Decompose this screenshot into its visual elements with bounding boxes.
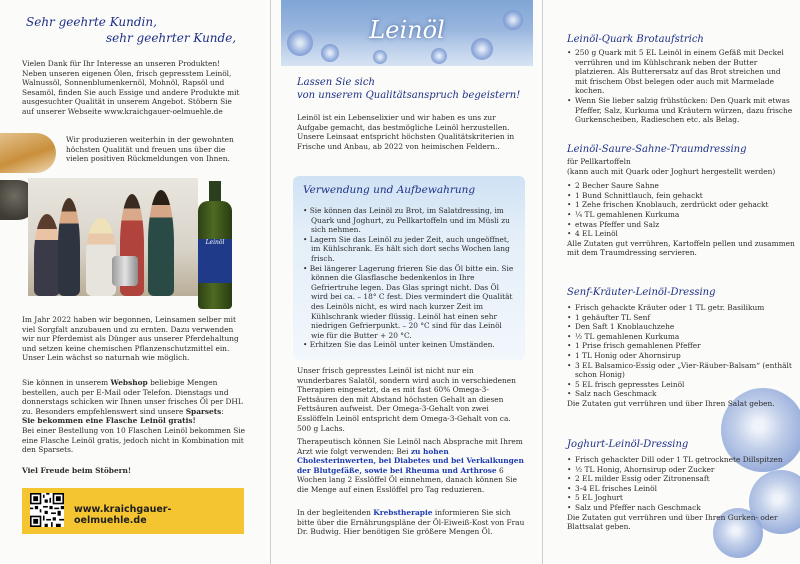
recipe-item: • Wenn Sie lieber salzig frühstücken: Den Quark mit etwas Pfeffer, Salz, Kurkuma und Kräutern würzen, dazu frische Gurkenscheiben, Radieschen etc. als Belag. xyxy=(567,96,795,125)
flax-flower xyxy=(321,44,339,62)
usage-item-text: Sie können das Leinöl zu Brot, im Salatdressing, im Quark und Joghurt, zu Pellkartoffeln und im Müsli zu sich nehmen. xyxy=(309,206,510,235)
oil-canister xyxy=(112,256,138,286)
quality-headline xyxy=(297,76,527,102)
usage-item: • Lagern Sie das Leinöl zu jeder Zeit, auch ungeöffnet, im Kühlschrank. Es hält sich dort sechs Wochen lang frisch. xyxy=(303,234,510,263)
ingredient-item: • 5 EL Joghurt xyxy=(567,493,795,503)
ingredient-item: • 5 EL frisch gepresstes Leinöl xyxy=(567,380,795,390)
greeting-heading xyxy=(26,14,236,46)
quality-headline-line-2: von unserem Qualitätsanspruch begeistern! xyxy=(297,90,521,101)
therapy-text-1: Therapeutisch können Sie Leinöl nach Absprache mit Ihrem Arzt wie folgt verwenden: Bei xyxy=(297,437,523,456)
usage-item-text: Erhitzen Sie das Leinöl unter keinen Umständen. xyxy=(309,340,495,350)
ingredient-item: • Salz nach Geschmack xyxy=(567,389,795,399)
usage-title: Verwendung und Aufbewahrung xyxy=(303,184,476,196)
greeting-line-1: Sehr geehrte Kundin, xyxy=(26,15,157,29)
hero-title: Leinöl xyxy=(369,16,445,44)
ingredient-item: • Salz und Pfeffer nach Geschmack xyxy=(567,503,795,513)
ingredient-item: • 1 Zehe frischen Knoblauch, zerdrückt oder gehackt xyxy=(567,200,795,210)
usage-list xyxy=(301,206,517,350)
omega3-paragraph: Unser frisch gepresstes Leinöl ist nicht nur ein wunderbares Salatöl, sondern wird auch in verschiedenen Therapien eingesetzt, da es mit fast 60% Omega-3-Fettsäuren den mit Abstand höchsten Gehalt an diesen Fettsäuren aufweist. Der Omega-3-Gehalt von zwei Esslöffeln Leinöl entspricht dem Omega-3-Gehalt von ca. 500 g Lachs. xyxy=(297,366,516,433)
mustard-dressing-recipe xyxy=(567,303,795,409)
therapy-text-2: 6 Wochen lang 2 Esslöffel Öl einnehmen, danach können Sie die Menge auf einen Esslöffel pro Tag reduzieren. xyxy=(297,465,518,494)
flax-flower xyxy=(431,48,447,64)
linseed-oil-bottle xyxy=(196,181,234,311)
mustard-dressing-title: Senf-Kräuter-Leinöl-Dressing xyxy=(567,287,716,298)
linseed-intro-paragraph: Leinöl ist ein Lebenselixier und wir haben es uns zur Aufgabe gemacht, das bestmögliche Leinöl herzustellen. Unsere Leinsaat entspricht höchsten Qualitätskriterien in Frische und Anbau, ab 2022 von heimischen Feldern.. xyxy=(297,113,515,151)
ingredient-item: • 4 EL Leinöl xyxy=(567,229,795,239)
ingredient-item: • 1 Prise frisch gemahlenen Pfeffer xyxy=(567,341,795,351)
krebs-highlight: Krebstherapie xyxy=(373,508,433,517)
therapy-highlight: zu hohen Cholesterinwerten, bei Diabetes und bei Verkalkungen der Blutgefäße, sowie bei Rheuma und Arthrose xyxy=(297,446,524,475)
dream-dressing-instructions: Alle Zutaten gut verrühren, Kartoffeln pellen und zusammen mit dem Traumdressing servieren. xyxy=(567,238,795,258)
usage-item: • Bei längerer Lagerung frieren Sie das Öl bitte ein. Sie können die Glasflasche bedenkenlos in Ihre Gefriertruhe legen. Das Glas springt nicht. Das Öl wird bei ca. – 18° C fest. Dies vermindert die Qualität des Leinöls nicht, es wird nach kurzer Zeit im Kühlschrank wieder flüssig. Leinöl hat einen sehr niedrigen Gefrierpunkt. – 20 °C sind für das Leinöl wie für die Butter + 20 °C. xyxy=(303,263,514,340)
production-paragraph: Wir produzieren weiterhin in der gewohnten höchsten Qualität und freuen uns über die vielen positiven Rückmeldungen von Ihnen. xyxy=(66,135,234,164)
usage-item: • Erhitzen Sie das Leinöl unter keinen Umständen. xyxy=(303,340,495,350)
free-bottle-offer: Sie bekommen eine Flasche Leinöl gratis! xyxy=(22,416,196,426)
qr-code-graphic xyxy=(30,493,64,527)
team-member xyxy=(34,214,60,296)
krebs-text-2: informieren Sie sich bitte über die Ernährungspläne der Öl-Eiweiß-Kost von Frau Dr. Budwig. Hier benötigen Sie größere Mengen Öl. xyxy=(297,508,525,537)
ingredient-item: • etwas Pfeffer und Salz xyxy=(567,220,795,230)
history-paragraph: Im Jahr 2022 haben wir begonnen, Leinsamen selber mit viel Sorgfalt anzubauen und zu ernten. Dazu verwenden wir nur Pferdemist als Dünger aus unserer Pferdehaltung und setzen keine chemischen Pflanzenschutzmittel ein. Unser Lein wächst so naturnah wie möglich. xyxy=(22,315,239,363)
usage-item: • Sie können das Leinöl zu Brot, im Salatdressing, im Quark und Joghurt, zu Pellkartoffeln und im Müsli zu sich nehmen. xyxy=(303,206,510,235)
usage-item-text: Lagern Sie das Leinöl zu jeder Zeit, auch ungeöffnet, im Kühlschrank. Es hält sich dort sechs Wochen lang frisch. xyxy=(309,234,510,263)
shop-text-2: beliebige Mengen bestellen, auch per E-Mail oder Telefon. Dienstags und donnerstags schicken wir Ihnen unser frisches Öl per DHL zu. Besonders empfehlenswert sind unsere xyxy=(22,378,243,416)
ingredient-item: • 1 Bund Schnittlauch, fein gehackt xyxy=(567,191,795,201)
bottle-label-text: Leinöl xyxy=(205,239,225,246)
quality-headline-line-1: Lassen Sie sich xyxy=(297,77,375,88)
bottle-label xyxy=(198,239,232,283)
greeting-line-2: sehr geehrter Kunde, xyxy=(106,31,237,45)
yogurt-dressing-instructions: Die Zutaten gut verrühren und über Ihren Gurken- oder Blattsalat geben. xyxy=(567,512,778,532)
shop-text-1: Sie können in unserem xyxy=(22,378,111,387)
team-photo xyxy=(28,178,198,296)
panel-recipes xyxy=(542,0,800,564)
ingredient-item: • 3-4 EL frisches Leinöl xyxy=(567,484,795,494)
ingredient-item: • Den Saft 1 Knoblauchzehe xyxy=(567,322,795,332)
shop-text-3: : xyxy=(221,406,224,416)
dream-dressing-subtitle: für Pellkartoffeln xyxy=(567,157,631,166)
intro-paragraph: Vielen Dank für Ihr Interesse an unseren Produkten! Neben unseren eigenen Ölen, frisch gepresstem Leinöl, Walnussöl, Sonnenblumenkernöl, Mohnöl, Rapsöl und Sesamöl, finden Sie auch Essige und andere Produkte mit ausgesuchter Qualität in unserem Angebot. Stöbern Sie auf unserer Webseite www.kraichgauer-oelmuehle.de xyxy=(22,59,240,116)
thanks-line: Viel Freude beim Stöbern! xyxy=(22,466,132,475)
team-member xyxy=(86,218,116,296)
dream-dressing-recipe xyxy=(567,157,795,258)
panel-linseed-oil xyxy=(270,0,543,564)
dream-dressing-note: (kann auch mit Quark oder Joghurt hergestellt werden) xyxy=(567,166,776,176)
quark-recipe xyxy=(567,48,795,125)
flax-flower xyxy=(373,50,387,64)
ingredient-item: • Frisch gehackte Kräuter oder 1 TL getr. Basilikum xyxy=(567,303,795,313)
quark-recipe-title: Leinöl-Quark Brotaufstrich xyxy=(567,34,704,45)
ingredient-item: • 1 gehäufter TL Senf xyxy=(567,313,795,323)
ingredient-item: • ¼ TL gemahlenen Kurkuma xyxy=(567,210,795,220)
team-member xyxy=(148,190,174,296)
webshop-link[interactable]: Webshop xyxy=(110,378,148,387)
usage-item-text: Bei längerer Lagerung frieren Sie das Öl bitte ein. Sie können die Glasflasche bedenkenlos in Ihre Gefriertruhe legen. Das Glas springt nicht. Das Öl wird bei ca. – 18° C fest. Dies vermindert die Qualität des Leinöls nicht, es wird nach kurzer Zeit im Kühlschrank wieder flüssig. Leinöl hat einen sehr niedrigen Gefrierpunkt. – 20 °C sind für das Leinöl wie für die Butter + 20 °C. xyxy=(309,263,514,340)
ingredient-item: • 2 Becher Saure Sahne xyxy=(567,181,795,191)
ingredient-item: • 2 EL milder Essig oder Zitronensaft xyxy=(567,474,795,484)
flax-field-banner xyxy=(281,0,533,66)
shop-text-4: Bei einer Bestellung von 10 Flaschen Leinöl bekommen Sie eine Flasche Leinöl gratis, jedoch nicht in Kombination mit den Sparsets. xyxy=(22,425,246,455)
oil-pouring-image xyxy=(0,133,56,173)
usage-box xyxy=(293,176,525,360)
cancer-therapy-paragraph xyxy=(297,508,525,537)
krebs-text-1: In der begleitenden xyxy=(297,508,374,517)
mustard-dressing-instructions: Die Zutaten gut verrühren und über Ihren Salat geben. xyxy=(567,398,775,408)
ingredient-item: • Frisch gehackter Dill oder 1 TL getrocknete Dillspitzen xyxy=(567,455,795,465)
ingredient-item: • 1 TL Honig oder Ahornsirup xyxy=(567,351,795,361)
ingredient-item: • ½ TL Honig, Ahornsirup oder Zucker xyxy=(567,465,795,475)
recipe-item: • 250 g Quark mit 5 EL Leinöl in einem Gefäß mit Deckel verrühren und im Kühlschrank neben der Butter platzieren. Als Butterersatz auf das Brot streichen und mit frischem Obst belegen oder auch mit Marmelade kochen. xyxy=(567,48,795,96)
dream-dressing-title: Leinöl-Saure-Sahne-Traumdressing xyxy=(567,144,747,155)
shop-paragraph xyxy=(22,378,246,455)
yogurt-dressing-recipe xyxy=(567,455,795,532)
bottle-cap xyxy=(209,181,221,203)
website-url[interactable]: www.kraichgauer-oelmuehle.de xyxy=(74,504,172,526)
qr-code[interactable] xyxy=(30,493,64,527)
website-banner[interactable] xyxy=(22,488,244,534)
therapy-paragraph xyxy=(297,437,525,495)
ingredient-item: • 3 EL Balsamico-Essig oder „Vier-Räuber-Balsam“ (enthält schon Honig) xyxy=(567,361,795,380)
sparsets-label: Sparsets xyxy=(185,406,222,416)
panel-welcome xyxy=(0,0,270,564)
yogurt-dressing-title: Joghurt-Leinöl-Dressing xyxy=(567,439,689,450)
team-member xyxy=(58,198,80,296)
ingredient-item: • ½ TL gemahlenen Kurkuma xyxy=(567,332,795,342)
